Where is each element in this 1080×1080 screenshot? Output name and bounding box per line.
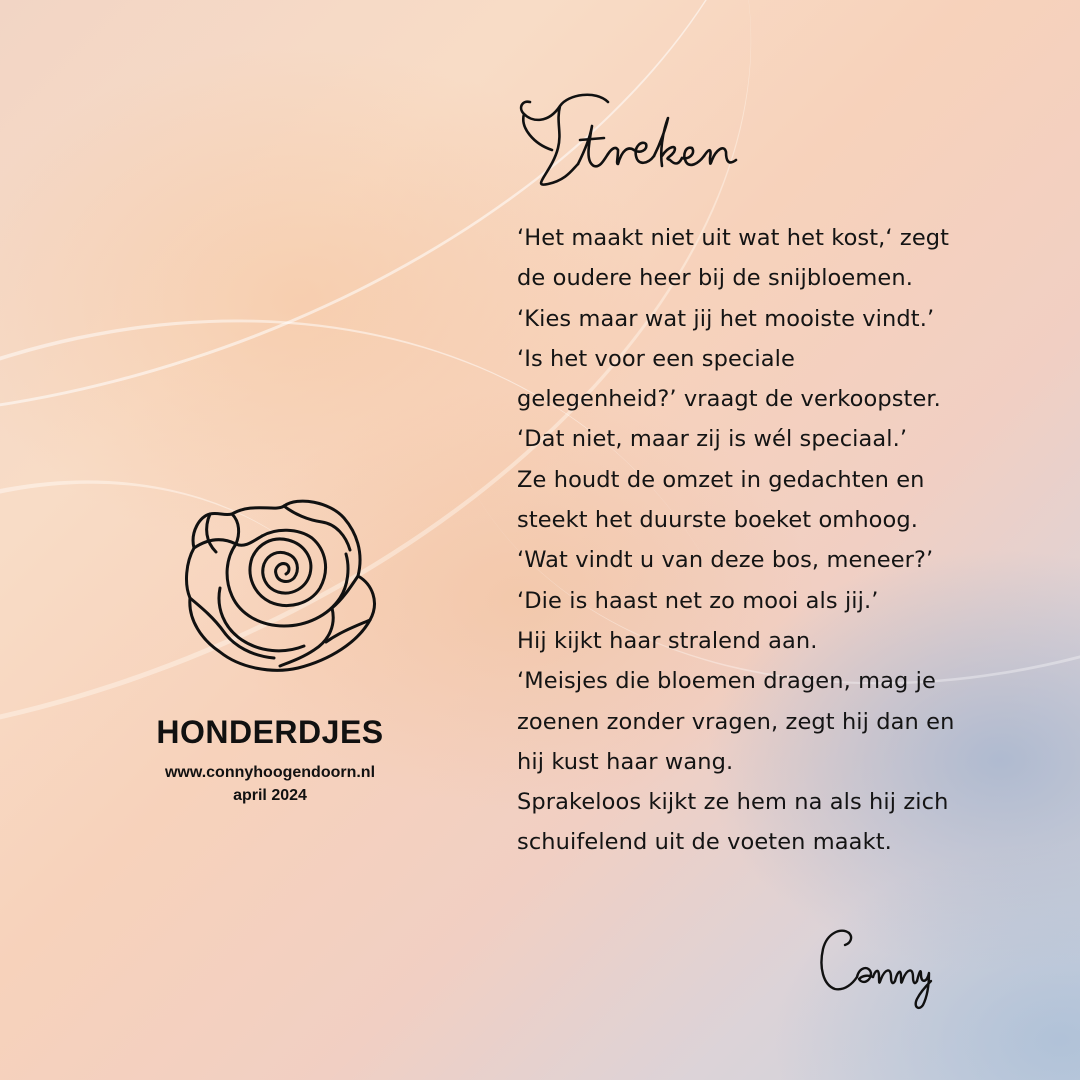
- poem-line: ‘Dat niet, maar zij is wél speciaal.’: [517, 426, 908, 453]
- poem-line: steekt het duurste boeket omhoog.: [517, 507, 919, 534]
- brand-name: HONDERDJES: [156, 714, 384, 750]
- poem-line: ‘Wat vindt u van deze bos, meneer?’: [517, 547, 934, 574]
- poem-line: Sprakeloos kijkt ze hem na als hij zich: [517, 789, 949, 816]
- poem-line: schuifelend uit de voeten maakt.: [517, 829, 892, 856]
- poem-line: Ze houdt de omzet in gedachten en: [517, 466, 925, 493]
- background-streak: [0, 318, 562, 1080]
- poem-line: hij kust haar wang.: [517, 748, 734, 775]
- publication-date: april 2024: [233, 787, 307, 804]
- poem-line: ‘Die is haast net zo mooi als jij.’: [517, 587, 879, 614]
- poem-line: gelegenheid?’ vraagt de verkoopster.: [517, 386, 941, 413]
- poem-line: ‘Meisjes die bloemen dragen, mag je: [517, 668, 936, 695]
- poem-text: [517, 218, 1037, 863]
- poem-title-script: [512, 88, 772, 198]
- poem-line: ‘Het maakt niet uit wat het kost,‘ zegt: [517, 225, 950, 251]
- brand-block: [110, 710, 430, 808]
- rose-outline-icon: [180, 492, 385, 677]
- poem-line: Hij kijkt haar stralend aan.: [517, 627, 818, 654]
- poem-line: de oudere heer bij de snijbloemen.: [517, 265, 913, 292]
- poem-line: ‘Kies maar wat jij het mooiste vindt.’: [517, 305, 935, 332]
- poem-line: ‘Is het voor een speciale: [517, 345, 795, 372]
- signature-script: [815, 925, 935, 1010]
- poem-line: zoenen zonder vragen, zegt hij dan en: [517, 708, 955, 735]
- brand-website: www.connyhoogendoorn.nl: [164, 764, 376, 781]
